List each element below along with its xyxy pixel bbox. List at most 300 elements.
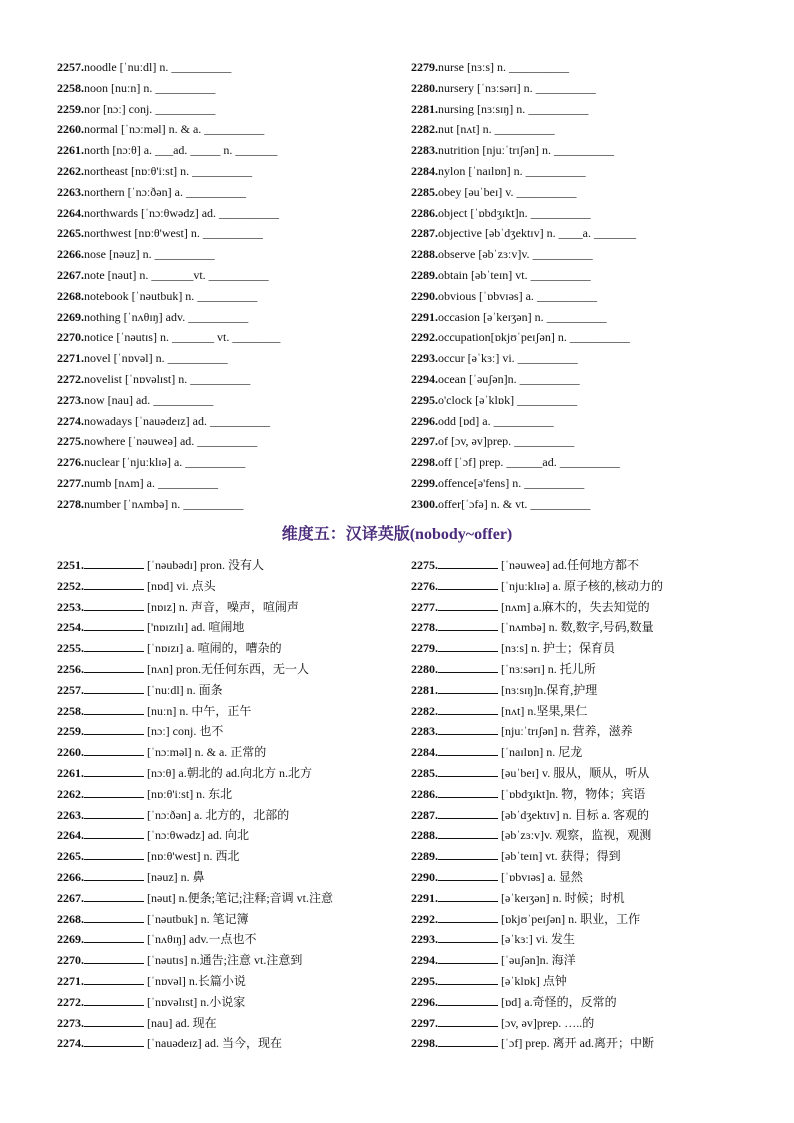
vocab-entry (411, 390, 746, 411)
answer-blank: __________ (546, 309, 607, 324)
entry-number: 2278. (57, 496, 84, 511)
section2-left-column (57, 555, 392, 1054)
entry-definition: [əuˈbeɪ] v. 服从，顺从，听从 (501, 765, 650, 780)
entry-number: 2258. (57, 80, 84, 95)
vocab-entry (411, 701, 746, 722)
vocab-entry (57, 452, 392, 473)
answer-blank: __________ (530, 205, 591, 220)
vocab-entry (57, 971, 392, 992)
vocab-entry (411, 161, 746, 182)
answer-blank-line[interactable] (84, 785, 144, 798)
entry-definition: [nəut] n.便条;笔记;注释;音调 vt.注意 (147, 890, 333, 905)
answer-blank-line[interactable] (438, 951, 498, 964)
entry-definition: [nɒɪz] n. 声音，噪声，喧闹声 (147, 599, 299, 614)
entry-definition: [ɔv, əv]prep. …..的 (501, 1015, 595, 1030)
answer-blank: __________ (532, 247, 593, 262)
entry-headword: northwards [ˈnɔːθwədz] ad. (84, 205, 220, 220)
answer-blank-line[interactable] (84, 993, 144, 1006)
entry-number: 2278. (411, 620, 438, 635)
vocab-entry (411, 182, 746, 203)
answer-blank-line[interactable] (84, 847, 144, 860)
vocab-entry (57, 721, 392, 742)
vocab-entry (411, 1013, 746, 1034)
entry-headword: nowhere [ˈnəuweə] ad. (84, 434, 198, 449)
entry-headword: nothing [ˈnʌθɪŋ] adv. (84, 309, 189, 324)
vocab-entry (57, 161, 392, 182)
vocab-entry (57, 78, 392, 99)
entry-definition: [ˈɒbdʒɪkt]n. 物，物体；宾语 (501, 786, 646, 801)
entry-number: 2280. (411, 661, 438, 676)
answer-blank: __________ (530, 496, 591, 511)
vocab-entry (57, 597, 392, 618)
entry-number: 2296. (411, 994, 438, 1009)
vocab-entry (57, 473, 392, 494)
vocab-entry (411, 929, 746, 950)
entry-definition: [ˈnɔːθwədz] ad. 向北 (147, 828, 250, 843)
entry-number: 2291. (411, 890, 438, 905)
vocab-entry (411, 78, 746, 99)
entry-number: 2262. (57, 163, 84, 178)
vocab-entry (411, 265, 746, 286)
vocab-entry (411, 555, 746, 576)
entry-definition: [ˈnjuːklɪə] a. 原子核的,核动力的 (501, 578, 663, 593)
vocab-entry (57, 411, 392, 432)
answer-blank-line[interactable] (84, 639, 144, 652)
entry-headword: northeast [nɒːθ'iːst] n. (84, 163, 193, 178)
entry-number: 2260. (57, 122, 84, 137)
answer-blank: ____a. _______ (558, 226, 636, 241)
answer-blank-line[interactable] (438, 806, 498, 819)
vocab-entry (411, 992, 746, 1013)
vocab-entry (411, 327, 746, 348)
entry-headword: occasion [əˈkeɪʒən] n. (438, 309, 547, 324)
entry-headword: novel [ˈnɒvəl] n. (84, 351, 168, 366)
answer-blank-line[interactable] (438, 577, 498, 590)
entry-headword: notebook [ˈnəutbuk] n. (84, 288, 198, 303)
answer-blank-line[interactable] (438, 1014, 498, 1027)
entry-number: 2295. (411, 973, 438, 988)
entry-headword: noon [nuːn] n. (84, 80, 156, 95)
entry-definition: [ˈnɒɪzɪ] a. 喧闹的，嘈杂的 (147, 641, 282, 656)
entry-headword: notice [ˈnəutɪs] n. (84, 330, 172, 345)
entry-number: 2282. (411, 703, 438, 718)
entry-definition: [nɜːs] n. 护士；保育员 (501, 641, 616, 656)
entry-number: 2265. (57, 226, 84, 241)
vocab-entry (411, 950, 746, 971)
entry-number: 2273. (57, 392, 84, 407)
answer-blank-line[interactable] (84, 826, 144, 839)
vocab-entry (57, 327, 392, 348)
answer-blank: __________ (517, 351, 578, 366)
vocab-entry (411, 1033, 746, 1054)
answer-blank-line[interactable] (84, 910, 144, 923)
vocab-entry (411, 431, 746, 452)
vocab-entry (57, 638, 392, 659)
entry-number: 2258. (57, 703, 84, 718)
entry-definition: [əbˈdʒektɪv] n. 目标 a. 客观的 (501, 807, 649, 822)
answer-blank-line[interactable] (438, 556, 498, 569)
answer-blank: __________ (192, 163, 253, 178)
entry-number: 2259. (57, 101, 84, 116)
answer-blank: __________ (167, 351, 228, 366)
entry-headword: number [ˈnʌmbə] n. (84, 496, 184, 511)
entry-number: 2269. (57, 309, 84, 324)
entry-definition: [əˈkeɪʒən] n. 时候；时机 (501, 890, 625, 905)
vocab-entry (411, 286, 746, 307)
answer-blank: __________ (525, 163, 586, 178)
answer-blank: __________ (519, 371, 580, 386)
answer-blank-line[interactable] (84, 1034, 144, 1047)
entry-headword: nursing [nɜːsɪŋ] n. (438, 101, 529, 116)
answer-blank: _______ vt. ________ (171, 330, 281, 345)
entry-headword: nose [nəuz] n. (84, 247, 155, 262)
answer-blank-line[interactable] (438, 993, 498, 1006)
vocab-entry (57, 555, 392, 576)
entry-number: 2289. (411, 849, 438, 864)
answer-blank-line[interactable] (438, 889, 498, 902)
entry-number: 2292. (411, 330, 438, 345)
answer-blank: __________ (493, 413, 554, 428)
vocab-entry (57, 390, 392, 411)
vocab-entry (57, 680, 392, 701)
answer-blank-line[interactable] (438, 598, 498, 611)
vocab-entry (57, 265, 392, 286)
entry-headword: note [nəut] n. (84, 267, 152, 282)
vocab-entry (57, 763, 392, 784)
answer-blank: __________ (190, 371, 251, 386)
vocab-entry (57, 867, 392, 888)
vocab-entry (411, 638, 746, 659)
entry-headword: objective [əbˈdʒektɪv] n. (438, 226, 559, 241)
entry-definition: [ˈnuːdl] n. 面条 (147, 682, 223, 697)
entry-headword: nuclear [ˈnjuːklɪə] a. (84, 455, 186, 470)
answer-blank: ______ad. __________ (506, 455, 620, 470)
entry-number: 2251. (57, 558, 84, 572)
entry-number: 2252. (57, 578, 84, 593)
entry-definition: [nɒːθ'west] n. 西北 (147, 849, 240, 864)
entry-definition: [nəuz] n. 鼻 (147, 869, 205, 884)
entry-number: 2276. (57, 455, 84, 470)
entry-definition: [ˈnəutɪs] n.通告;注意 vt.注意到 (147, 953, 303, 968)
answer-blank-line[interactable] (438, 930, 498, 943)
answer-blank: _______vt. __________ (151, 267, 269, 282)
answer-blank-line[interactable] (438, 785, 498, 798)
entry-definition: [ˈnɔːðən] a. 北方的，北部的 (147, 807, 290, 822)
entry-definition: [nɒːθ'iːst] n. 东北 (147, 786, 233, 801)
entry-number: 2298. (411, 455, 438, 470)
answer-blank-line[interactable] (84, 972, 144, 985)
entry-headword: numb [nʌm] a. (84, 475, 158, 490)
answer-blank-line[interactable] (438, 847, 498, 860)
entry-headword: of [ɔv, əv]prep. (438, 434, 515, 449)
entry-headword: observe [əbˈzɜːv]v. (438, 247, 533, 262)
vocab-entry (411, 742, 746, 763)
section2-right-column (411, 555, 746, 1054)
answer-blank: __________ (530, 267, 591, 282)
entry-headword: nylon [ˈnaɪlɒn] n. (438, 163, 526, 178)
vocab-entry (411, 971, 746, 992)
vocab-entry (411, 867, 746, 888)
entry-headword: nowadays [ˈnauədeɪz] ad. (84, 413, 210, 428)
entry-number: 2260. (57, 745, 84, 760)
vocab-entry (411, 203, 746, 224)
entry-headword: obey [əuˈbeɪ] v. (438, 184, 517, 199)
entry-number: 2287. (411, 226, 438, 241)
entry-number: 2293. (411, 932, 438, 947)
entry-number: 2297. (411, 434, 438, 449)
entry-number: 2281. (411, 101, 438, 116)
entry-number: 2263. (57, 807, 84, 822)
entry-headword: noodle [ˈnuːdl] n. (84, 60, 172, 74)
entry-definition: [ˈnɔːməl] n. & a. 正常的 (147, 745, 267, 760)
entry-definition: [nʌt] n.坚果,果仁 (501, 703, 588, 718)
entry-number: 2263. (57, 184, 84, 199)
vocab-entry (57, 244, 392, 265)
entry-number: 2272. (57, 371, 84, 386)
vocab-entry (411, 680, 746, 701)
entry-definition: [ˈɒbvɪəs] a. 显然 (501, 869, 583, 884)
answer-blank-line[interactable] (438, 722, 498, 735)
entry-number: 2266. (57, 247, 84, 262)
entry-number: 2289. (411, 267, 438, 282)
entry-number: 2265. (57, 849, 84, 864)
vocab-entry (57, 307, 392, 328)
answer-blank-line[interactable] (84, 556, 144, 569)
entry-number: 2261. (57, 143, 84, 158)
entry-number: 2288. (411, 828, 438, 843)
vocab-entry (411, 888, 746, 909)
entry-headword: nut [nʌt] n. (438, 122, 495, 137)
entry-definition: [ˈnɒvəlɪst] n.小说家 (147, 994, 246, 1009)
entry-number: 2266. (57, 869, 84, 884)
entry-number: 2259. (57, 724, 84, 739)
answer-blank: __________ (202, 226, 263, 241)
answer-blank-line[interactable] (84, 764, 144, 777)
answer-blank: __________ (171, 60, 232, 74)
entry-number: 2271. (57, 351, 84, 366)
entry-headword: northern [ˈnɔːðən] a. (84, 184, 186, 199)
answer-blank-line[interactable] (84, 577, 144, 590)
entry-number: 2299. (411, 475, 438, 490)
entry-number: 2283. (411, 143, 438, 158)
vocab-entry (57, 825, 392, 846)
answer-blank-line[interactable] (438, 681, 498, 694)
answer-blank: __________ (569, 330, 630, 345)
entry-number: 2297. (411, 1015, 438, 1030)
answer-blank-line[interactable] (84, 598, 144, 611)
vocab-entry (57, 286, 392, 307)
vocab-entry (57, 701, 392, 722)
entry-definition: [ˈnəuweə] ad.任何地方都不 (501, 558, 639, 572)
answer-blank-line[interactable] (438, 764, 498, 777)
answer-blank: __________ (536, 288, 597, 303)
vocab-entry (411, 140, 746, 161)
answer-blank: __________ (185, 455, 246, 470)
entry-number: 2300. (411, 496, 438, 511)
entry-definition: [əbˈteɪn] vt. 获得；得到 (501, 849, 621, 864)
entry-number: 2264. (57, 205, 84, 220)
answer-blank-line[interactable] (84, 702, 144, 715)
answer-blank: __________ (158, 475, 218, 490)
entry-headword: novelist [ˈnɒvəlɪst] n. (84, 371, 191, 386)
vocab-entry (411, 846, 746, 867)
answer-blank: __________ (209, 413, 270, 428)
answer-blank-line[interactable] (438, 702, 498, 715)
entry-number: 2279. (411, 641, 438, 656)
answer-blank-line[interactable] (84, 743, 144, 756)
answer-blank-line[interactable] (84, 806, 144, 819)
section1-right-column (411, 57, 746, 515)
vocab-entry (411, 452, 746, 473)
entry-number: 2294. (411, 371, 438, 386)
vocab-entry (411, 784, 746, 805)
answer-blank-line[interactable] (438, 743, 498, 756)
answer-blank-line[interactable] (438, 639, 498, 652)
entry-number: 2295. (411, 392, 438, 407)
vocab-entry (57, 494, 392, 515)
entry-number: 2267. (57, 267, 84, 282)
entry-definition: [ˈnəubədɪ] pron. 没有人 (147, 558, 264, 572)
answer-blank: __________ (517, 392, 578, 407)
entry-definition: [njuːˈtrɪʃən] n. 营养，滋养 (501, 724, 633, 739)
answer-blank: __________ (219, 205, 280, 220)
answer-blank: __________ (155, 101, 216, 116)
answer-blank-line[interactable] (84, 930, 144, 943)
entry-number: 2298. (411, 1036, 438, 1051)
entry-definition: [ˈnʌθɪŋ] adv.一点也不 (147, 932, 257, 947)
entry-definition: [nau] ad. 现在 (147, 1015, 217, 1030)
answer-blank-line[interactable] (84, 660, 144, 673)
entry-number: 2277. (57, 475, 84, 490)
answer-blank-line[interactable] (84, 1014, 144, 1027)
entry-number: 2277. (411, 599, 438, 614)
answer-blank-line[interactable] (438, 972, 498, 985)
entry-number: 2290. (411, 869, 438, 884)
answer-blank-line[interactable] (84, 681, 144, 694)
entry-definition: [nɔːθ] a.朝北的 ad.向北方 n.北方 (147, 765, 313, 780)
entry-headword: north [nɔːθ] a. (84, 143, 156, 158)
answer-blank-line[interactable] (438, 910, 498, 923)
entry-number: 2296. (411, 413, 438, 428)
answer-blank-line[interactable] (438, 660, 498, 673)
answer-blank-line[interactable] (84, 889, 144, 902)
entry-number: 2285. (411, 765, 438, 780)
entry-number: 2286. (411, 786, 438, 801)
vocab-entry (57, 119, 392, 140)
answer-blank: ___ad. _____ n. _______ (155, 143, 278, 158)
entry-definition: [ɒkjʊˈpeɪʃən] n. 职业，工作 (501, 911, 641, 926)
entry-headword: obtain [əbˈteɪn] vt. (438, 267, 531, 282)
answer-blank-line[interactable] (84, 722, 144, 735)
answer-blank-line[interactable] (438, 826, 498, 839)
section2-title: 维度五：汉译英版(nobody~offer) (281, 526, 513, 543)
answer-blank-line[interactable] (84, 868, 144, 881)
vocab-entry (411, 411, 746, 432)
entry-headword: o'clock [əˈklɒk] (438, 392, 518, 407)
vocab-entry (57, 431, 392, 452)
entry-number: 2274. (57, 1036, 84, 1051)
answer-blank-line[interactable] (438, 868, 498, 881)
entry-number: 2273. (57, 1015, 84, 1030)
vocab-entry (57, 659, 392, 680)
vocab-entry (57, 950, 392, 971)
entry-definition: [əˈkɜː] vi. 发生 (501, 932, 576, 947)
entry-headword: normal [ˈnɔːməl] n. & a. (84, 122, 205, 137)
entry-headword: nursery [ˈnɜːsərɪ] n. (438, 80, 536, 95)
entry-definition: ['nɒɪzɪlɪ] ad. 喧闹地 (147, 620, 245, 635)
entry-number: 2287. (411, 807, 438, 822)
vocab-entry (57, 617, 392, 638)
entry-number: 2280. (411, 80, 438, 95)
answer-blank: __________ (516, 184, 577, 199)
answer-blank: __________ (197, 288, 258, 303)
answer-blank: __________ (528, 101, 589, 116)
vocab-entry (411, 307, 746, 328)
vocab-entry (411, 576, 746, 597)
answer-blank-line[interactable] (438, 618, 498, 631)
entry-headword: northwest [nɒːθ'west] n. (84, 226, 203, 241)
vocab-entry (57, 182, 392, 203)
entry-definition: [nɜːsɪŋ]n.保育,护理 (501, 682, 598, 697)
entry-number: 2279. (411, 60, 438, 74)
vocab-entry (57, 909, 392, 930)
vocab-entry (57, 99, 392, 120)
entry-number: 2281. (411, 682, 438, 697)
entry-definition: [ˈnɜːsərɪ] n. 托儿所 (501, 661, 596, 676)
answer-blank-line[interactable] (438, 1034, 498, 1047)
vocab-entry (411, 597, 746, 618)
entry-definition: [nʌm] a.麻木的，失去知觉的 (501, 599, 650, 614)
entry-definition: [nɒd] vi. 点头 (147, 578, 216, 593)
vocab-entry (57, 57, 392, 78)
entry-number: 2269. (57, 932, 84, 947)
vocab-entry (411, 721, 746, 742)
vocab-entry (411, 494, 746, 515)
entry-number: 2262. (57, 786, 84, 801)
vocab-entry (57, 888, 392, 909)
entry-number: 2254. (57, 620, 84, 635)
entry-number: 2257. (57, 60, 84, 74)
entry-number: 2271. (57, 973, 84, 988)
answer-blank-line[interactable] (84, 618, 144, 631)
entry-number: 2293. (411, 351, 438, 366)
entry-number: 2275. (57, 434, 84, 449)
entry-number: 2284. (411, 745, 438, 760)
vocab-entry (57, 140, 392, 161)
entry-headword: obvious [ˈɒbvɪəs] a. (438, 288, 537, 303)
entry-definition: [əˈklɒk] 点钟 (501, 973, 567, 988)
answer-blank: __________ (553, 143, 614, 158)
entry-headword: ocean [ˈəuʃən]n. (438, 371, 520, 386)
answer-blank: __________ (155, 80, 216, 95)
entry-number: 2264. (57, 828, 84, 843)
entry-headword: nurse [nɜːs] n. (438, 60, 510, 74)
vocab-entry (411, 473, 746, 494)
answer-blank: __________ (153, 392, 214, 407)
entry-definition: [ˈnauədeɪz] ad. 当今，现在 (147, 1036, 282, 1051)
vocab-entry (411, 223, 746, 244)
entry-number: 2253. (57, 599, 84, 614)
entry-number: 2270. (57, 330, 84, 345)
entry-headword: now [nau] ad. (84, 392, 154, 407)
entry-number: 2256. (57, 661, 84, 676)
answer-blank-line[interactable] (84, 951, 144, 964)
entry-number: 2257. (57, 682, 84, 697)
vocab-entry (411, 244, 746, 265)
entry-definition: [ˈnʌmbə] n. 数,数字,号码,数量 (501, 620, 654, 635)
vocab-entry (411, 825, 746, 846)
entry-number: 2276. (411, 578, 438, 593)
